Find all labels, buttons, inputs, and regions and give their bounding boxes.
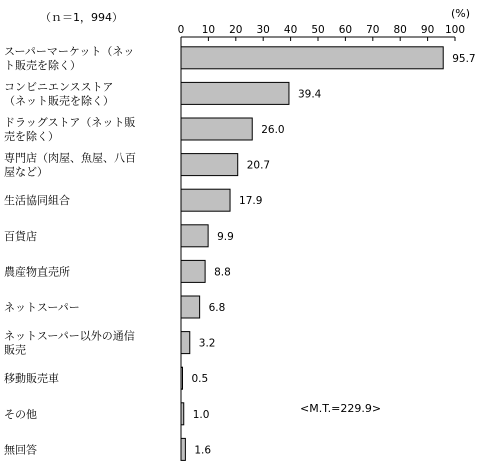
bar xyxy=(181,225,208,247)
value-label: 17.9 xyxy=(239,195,263,208)
bar xyxy=(181,260,205,282)
category-label: 売を除く） xyxy=(4,130,59,143)
category-label: ネットスーパー以外の通信 xyxy=(4,329,135,343)
x-tick-label: 40 xyxy=(283,24,298,36)
unit-label: (%) xyxy=(450,7,470,20)
category-label: スーパーマーケット（ネッ xyxy=(4,44,135,58)
total-annotation: <M.T.=229.9> xyxy=(300,402,382,415)
bar xyxy=(181,189,230,211)
sample-size-label: （ｎ＝1，994） xyxy=(40,11,123,24)
x-tick-label: 10 xyxy=(201,24,216,36)
value-label: 9.9 xyxy=(217,230,234,243)
x-tick-label: 0 xyxy=(177,24,185,36)
category-label: 農産物直売所 xyxy=(4,265,70,279)
category-label: ト販売を除く） xyxy=(4,58,81,72)
category-label: 百貨店 xyxy=(4,229,37,243)
x-tick-label: 100 xyxy=(444,24,466,36)
bar xyxy=(181,438,185,460)
value-label: 0.5 xyxy=(191,373,209,386)
category-label: ネットスーパー xyxy=(4,301,80,314)
x-tick-label: 20 xyxy=(229,24,243,36)
category-label: 無回答 xyxy=(4,443,37,457)
category-label: 移動販売車 xyxy=(4,372,59,386)
x-tick-label: 50 xyxy=(311,24,325,36)
value-label: 95.7 xyxy=(452,52,476,65)
category-label: 販売 xyxy=(4,343,26,357)
x-tick-label: 60 xyxy=(338,24,353,36)
x-tick-label: 90 xyxy=(420,24,435,36)
category-label: （ネット販売を除く） xyxy=(4,94,114,108)
value-label: 26.0 xyxy=(261,124,285,136)
x-tick-label: 80 xyxy=(393,24,407,36)
category-label: 屋など） xyxy=(4,165,48,179)
category-label: その他 xyxy=(4,407,37,421)
x-tick-label: 30 xyxy=(256,24,270,36)
x-tick-label: 70 xyxy=(366,24,380,36)
bar xyxy=(181,118,252,140)
value-label: 39.4 xyxy=(297,88,322,101)
value-label: 3.2 xyxy=(198,337,216,350)
category-label: ドラッグストア（ネット販 xyxy=(4,116,136,129)
value-label: 1.6 xyxy=(194,444,212,457)
bar xyxy=(181,82,289,104)
value-label: 6.8 xyxy=(208,302,226,314)
bar xyxy=(181,47,443,69)
value-label: 8.8 xyxy=(214,266,231,279)
category-label: 専門店（肉屋、魚屋、八百 xyxy=(4,151,136,165)
value-label: 1.0 xyxy=(192,408,210,421)
bar xyxy=(181,332,190,354)
bar xyxy=(181,367,183,389)
category-label: コンビニエンスストア xyxy=(4,80,114,94)
value-label: 20.7 xyxy=(246,159,271,172)
category-label: 生活協同組合 xyxy=(4,194,70,208)
bar xyxy=(181,403,184,425)
bar xyxy=(181,296,200,318)
bar xyxy=(181,154,238,176)
